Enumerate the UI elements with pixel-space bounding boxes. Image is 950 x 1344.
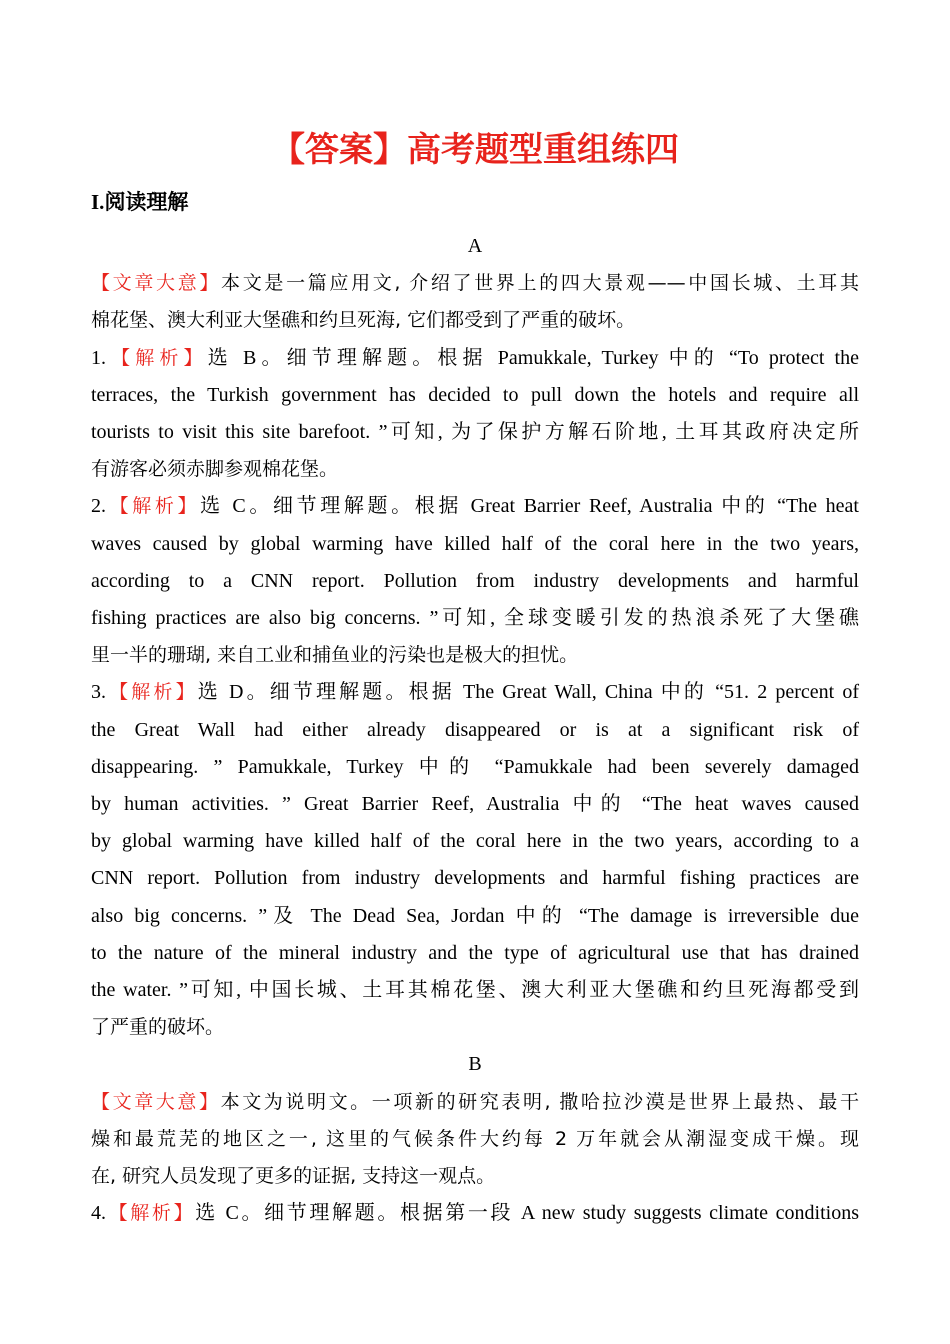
answer-3 <box>91 674 859 1046</box>
answer-line: according to a CNN report. Pollution from industry developments and harmful <box>91 569 859 592</box>
question-number: 1. <box>91 346 106 369</box>
section-heading <box>91 186 188 218</box>
answer-line: tourists to visit this site barefoot. ”可知, 为了保护方解石阶地, 土耳其政府决定所 <box>91 421 859 444</box>
answer-line: also big concerns. ”及 The Dead Sea, Jordan 中的 “The damage is irreversible due <box>91 904 859 927</box>
summary-tag: 【文章大意】 <box>91 1090 221 1113</box>
answer-line: 选 D。细节理解题。根据 The Great Wall, China 中的 “51. 2 percent of <box>197 681 859 704</box>
answer-line: fishing practices are also big concerns. ”可知, 全球变暖引发的热浪杀死了大堡礁 <box>91 607 859 630</box>
section-number: I. <box>91 190 105 214</box>
question-number: 4. <box>91 1202 106 1225</box>
answer-line: by human activities. ” Great Barrier Reef, Australia 中的 “The heat waves caused <box>91 793 859 816</box>
summary-line: 棉花堡、澳大利亚大堡礁和约旦死海, 它们都受到了严重的破坏。 <box>91 309 636 332</box>
answer-line: terraces, the Turkish government has decided to pull down the hotels and require all <box>91 383 859 406</box>
summary-line: 本文为说明文。一项新的研究表明, 撒哈拉沙漠是世界上最热、最干 <box>220 1090 859 1113</box>
part-a-label: A <box>467 235 483 257</box>
answer-line: the water. ”可知, 中国长城、土耳其棉花堡、澳大利亚大堡礁和约旦死海都受到 <box>91 979 859 1002</box>
summary-line: 燥和最荒芜的地区之一, 这里的气候条件大约每 2 万年就会从潮湿变成干燥。现 <box>91 1127 859 1150</box>
answer-line: 了严重的破坏。 <box>91 1016 225 1039</box>
document-body <box>91 228 859 1232</box>
page-title: 【答案】高考题型重组练四 <box>271 130 679 170</box>
answer-line: by global warming have killed half of the coral here in the two years, according to a <box>91 830 859 853</box>
answer-line: 里一半的珊瑚, 来自工业和捕鱼业的污染也是极大的担忧。 <box>91 644 579 667</box>
analysis-tag: 【解析】 <box>106 1202 196 1225</box>
part-b-label: B <box>468 1053 482 1076</box>
answer-line: waves caused by global warming have killed half of the coral here in the two years, <box>91 532 859 555</box>
answer-1 <box>91 340 859 489</box>
answer-line: 选 B。细节理解题。根据 Pamukkale, Turkey 中的 “To protect the <box>207 346 859 369</box>
answer-line: 选 C。细节理解题。根据第一段 A new study suggests climate conditions <box>195 1202 859 1225</box>
analysis-tag: 【解析】 <box>106 495 201 518</box>
answer-line: disappearing. ” Pamukkale, Turkey 中的 “Pamukkale had been severely damaged <box>91 755 859 778</box>
answer-line: 有游客必须赤脚参观棉花堡。 <box>91 458 339 481</box>
section-label: 阅读理解 <box>104 190 189 214</box>
analysis-tag: 【解析】 <box>106 346 208 369</box>
analysis-tag: 【解析】 <box>106 681 198 704</box>
summary-line: 在, 研究人员发现了更多的证据, 支持这一观点。 <box>91 1165 496 1188</box>
part-b-summary <box>91 1084 859 1196</box>
answer-line: CNN report. Pollution from industry developments and harmful fishing practices are <box>91 867 859 890</box>
summary-line: 本文是一篇应用文, 介绍了世界上的四大景观——中国长城、土耳其 <box>221 272 859 295</box>
part-a-summary <box>91 265 859 339</box>
answer-line: the Great Wall had either already disappeared or is at a significant risk of <box>91 718 859 741</box>
answer-4 <box>91 1195 859 1232</box>
question-number: 2. <box>91 495 106 518</box>
answer-line: 选 C。细节理解题。根据 Great Barrier Reef, Australia 中的 “The heat <box>200 495 859 518</box>
answer-2 <box>91 488 859 674</box>
summary-tag: 【文章大意】 <box>91 272 222 295</box>
answer-line: to the nature of the mineral industry and the type of agricultural use that has drained <box>91 941 859 964</box>
question-number: 3. <box>91 681 106 704</box>
